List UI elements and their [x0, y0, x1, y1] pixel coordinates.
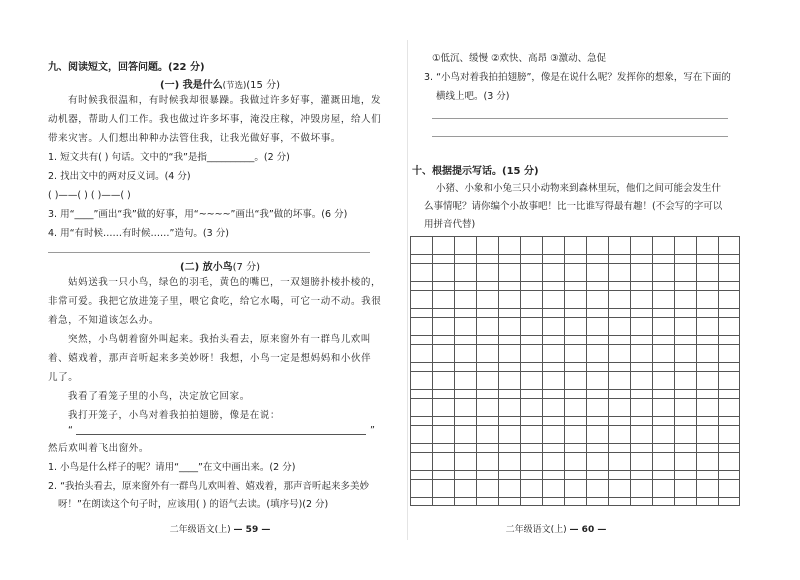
right-footer [400, 522, 712, 535]
part2-question-2: 2. “我抬头看去，原来窗外有一群鸟儿欢叫着、嬉戏着，那声音听起来多美妙 [48, 481, 370, 492]
part1-text-line: 动机器，帮助人们工作。我也做过许多坏事，淹没庄稼，冲毁房屋，给人们 [48, 114, 382, 125]
left-page-number: — 59 — [233, 525, 271, 535]
answer-options: ①低沉、缓慢 ②欢快、高昂 ③激动、急促 [432, 53, 607, 64]
part1-title-score: (15 分) [246, 80, 280, 91]
part2-title [48, 258, 392, 273]
quote-open-mark: “ [68, 425, 73, 436]
part2-text-line: 突然，小鸟朝着窗外叫起来。我抬头看去，原来窗外有一群鸟儿欢叫 [68, 334, 372, 345]
part2-text-line: 着、嬉戏着，那声音听起来多美妙呀！我想，小鸟一定是想妈妈和小伙伴 [48, 353, 372, 364]
writing-line [432, 118, 728, 119]
part1-question-4: 4. 用“有时候……有时候……”造句。(3 分) [48, 228, 229, 239]
part2-text-line: 我打开笼子，小鸟对着我拍拍翅膀，像是在说： [68, 410, 281, 421]
quote-answer-line [76, 434, 366, 435]
part1-question-1: 1. 短文共有( ) 句话。文中的“我”是指__________。(2 分) [48, 152, 290, 163]
right-footer-label: 二年级语文(上) [505, 525, 567, 535]
part1-question-3: 3. 用“____”画出“我”做的好事，用“~~~~”画出“我”做的坏事。(6 分) [48, 209, 348, 220]
part2-text-line: 儿了。 [48, 372, 79, 383]
quote-close-mark: ” [370, 425, 375, 436]
writing-prompt-line: 小猪、小象和小兔三只小动物来到森林里玩，他们之间可能会发生什 [436, 183, 722, 194]
section-ten-title: 十、根据提示写话。(15 分) [412, 166, 539, 177]
part2-text-line: 姑妈送我一只小鸟，绿色的羽毛，黄色的嘴巴，一双翅膀扑棱扑棱的， [68, 277, 382, 288]
question-3: 3. “小鸟对着我拍拍翅膀”，像是在说什么呢？发挥你的想象，写在下面的 [424, 72, 731, 83]
part1-title-text: (一) 我是什么 [160, 80, 223, 91]
part1-title [48, 76, 392, 91]
question-3-cont: 横线上吧。(3 分) [436, 91, 510, 102]
part2-text-line: 我看了看笼子里的小鸟，决定放它回家。 [68, 391, 250, 402]
page-fold [407, 40, 408, 540]
section-nine-title: 九、阅读短文，回答问题。(22 分) [48, 62, 205, 73]
writing-line [432, 136, 728, 137]
part2-question-1: 1. 小鸟是什么样子的呢？请用“____”在文中画出来。(2 分) [48, 462, 296, 473]
part2-text-line: 着急，不知道该怎么办。 [48, 315, 160, 326]
writing-prompt-line: 么事情呢？请你编个小故事吧！比一比谁写得最有趣！(不会写的字可以 [424, 201, 723, 212]
part1-title-note: (节选) [222, 81, 247, 91]
part2-question-2-cont: 呀！”在朗读这个句子时，应该用( ) 的语气去读。(填序号)(2 分) [58, 499, 329, 510]
part1-question-2-blanks: ( )——( ) ( )——( ) [48, 190, 131, 201]
part2-text-line: 然后欢叫着飞出窗外。 [48, 443, 150, 454]
part1-text-line: 有时候我很温和，有时候我却很暴躁。我做过许多好事，灌溉田地，发 [68, 95, 382, 106]
writing-grid[interactable] [410, 236, 740, 506]
right-page-number: — 60 — [569, 525, 607, 535]
part2-title-score: (7 分) [232, 262, 260, 273]
part1-text-line: 带来灾害。人们想出种种办法管住我，让我光做好事，不做坏事。 [48, 133, 341, 144]
writing-prompt-line: 用拼音代替) [424, 219, 476, 230]
part2-text-line: 非常可爱。我把它放进笼子里，喂它食吃，给它水喝，可它一动不动。我很 [48, 296, 382, 307]
left-footer [48, 522, 392, 535]
part2-title-text: (二) 放小鸟 [180, 262, 233, 273]
left-footer-label: 二年级语文(上) [169, 525, 231, 535]
answer-line [48, 252, 370, 253]
part1-question-2: 2. 找出文中的两对反义词。(4 分) [48, 171, 191, 182]
